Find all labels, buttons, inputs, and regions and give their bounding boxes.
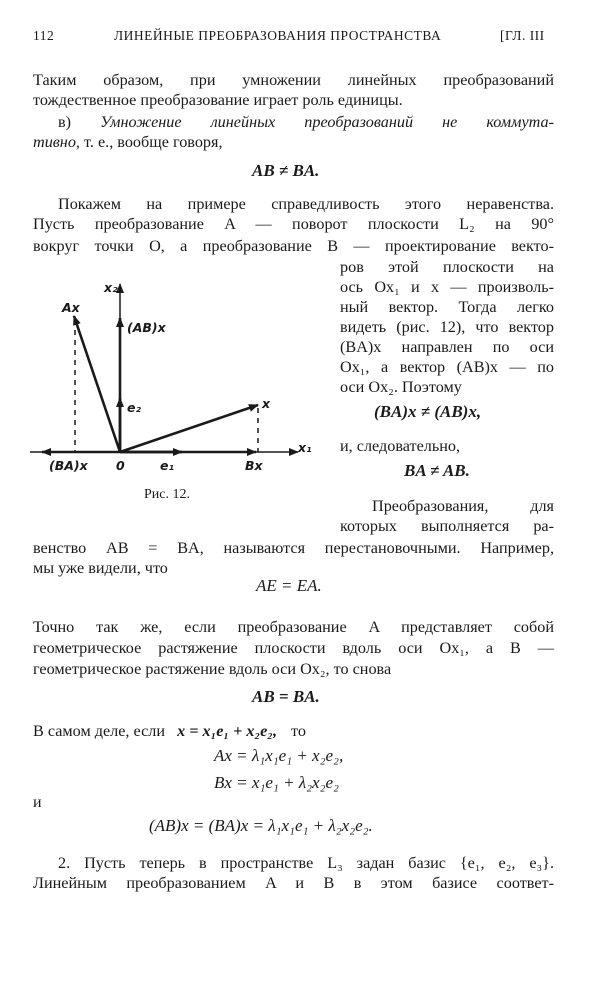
side-line4: видеть (рис. 12), что вектор bbox=[340, 318, 554, 336]
para5-line2: геометрическое растяжение плоскости вдоль оси Ox₁, а B — bbox=[33, 639, 554, 657]
label-bax: (BA)x bbox=[49, 458, 88, 473]
side-line7: оси Ox₂. Поэтому bbox=[340, 378, 462, 396]
running-title: ЛИНЕЙНЫЕ ПРЕОБРАЗОВАНИЯ ПРОСТРАНСТВА bbox=[114, 28, 442, 43]
para3-line3: вокруг точки O, а преобразование B — проектирование векто- bbox=[33, 237, 554, 255]
figure-caption: Рис. 12. bbox=[144, 487, 190, 502]
para1-line1: Таким образом, при умножении линейных преобразований bbox=[33, 71, 554, 89]
chapter-label: [ГЛ. III bbox=[500, 28, 545, 43]
para5-line3: геометрическое растяжение вдоль оси Ox₂, то снова bbox=[33, 660, 392, 678]
formula-abx-eq-bax: (AB)x = (BA)x = λ₁x₁e₁ + λ₂x₂e₂. bbox=[149, 816, 373, 835]
label-x1: x₁ bbox=[298, 440, 312, 455]
side-line6: Ox₁, а вектор (AB)x — по bbox=[340, 358, 554, 376]
and-word: и bbox=[33, 794, 42, 811]
para6-text: В самом деле, если bbox=[33, 722, 166, 740]
para6-formula: x = x₁e₁ + x₂e₂, bbox=[177, 722, 277, 740]
label-e2: e₂ bbox=[127, 400, 141, 415]
side-line5: (BA)x направлен по оси bbox=[340, 338, 554, 356]
label-x2: x₂ bbox=[104, 280, 118, 295]
side-line1: ров этой плоскости на bbox=[340, 258, 554, 276]
para4-line2: мы уже видели, что bbox=[33, 559, 168, 577]
para7-line2: Линейным преобразованием A и B в этом базисе соответ- bbox=[33, 874, 554, 892]
formula-bx: Bx = x₁e₁ + λ₂x₂e₂ bbox=[214, 773, 339, 792]
para2-italic-2: тивно, bbox=[33, 133, 80, 151]
side-line10: которых выполняется ра- bbox=[340, 517, 554, 535]
formula-ae-eq-ea: AE = EA. bbox=[256, 576, 322, 595]
formula-ab-eq-ba: AB = BA. bbox=[252, 687, 320, 706]
para2-italic-1: Умножение линейных преобразований не коммута- bbox=[100, 113, 555, 131]
side-line9: Преобразования, для bbox=[372, 497, 554, 515]
para2-line2 bbox=[33, 132, 554, 152]
label-bx: Bx bbox=[245, 458, 263, 473]
label-e1: e₁ bbox=[160, 458, 174, 473]
formula-ax: Ax = λ₁x₁e₁ + x₂e₂, bbox=[214, 746, 344, 765]
para7-line1: 2. Пусть теперь в пространстве L₃ задан базис {e₁, e₂, e₃}. bbox=[58, 854, 554, 872]
para6-end: то bbox=[291, 722, 307, 740]
formula-ab-neq-ba: AB ≠ BA. bbox=[252, 161, 320, 180]
label-origin: 0 bbox=[116, 458, 125, 473]
label-abx: (AB)x bbox=[127, 320, 166, 335]
side-line8: и, следовательно, bbox=[340, 437, 461, 455]
label-x: x bbox=[262, 396, 271, 411]
formula-ba-neq-ab: BA ≠ AB. bbox=[404, 461, 470, 480]
para3-line1: Покажем на примере справедливость этого неравенства. bbox=[58, 195, 554, 213]
para2-prefix: в) bbox=[58, 113, 72, 131]
para6-line1 bbox=[33, 721, 554, 741]
label-ax: Ax bbox=[62, 300, 80, 315]
formula-bax-neq-abx: (BA)x ≠ (AB)x, bbox=[374, 402, 482, 421]
ax-vector bbox=[74, 316, 120, 452]
para2-line1 bbox=[58, 112, 554, 132]
para5-line1: Точно так же, если преобразование A представляет собой bbox=[33, 618, 554, 636]
para4-line1: венство AB = BA, называются перестановочными. Например, bbox=[33, 539, 554, 557]
side-line3: ный вектор. Тогда легко bbox=[340, 298, 554, 316]
side-line2: ось Ox₁ и x — произволь- bbox=[340, 278, 554, 296]
para3-line2: Пусть преобразование A — поворот плоскости L₂ на 90° bbox=[33, 215, 554, 233]
para2-rest: т. е., вообще говоря, bbox=[84, 133, 223, 151]
para1-line2: тождественное преобразование играет роль единицы. bbox=[33, 91, 403, 109]
page-number: 112 bbox=[33, 28, 55, 43]
